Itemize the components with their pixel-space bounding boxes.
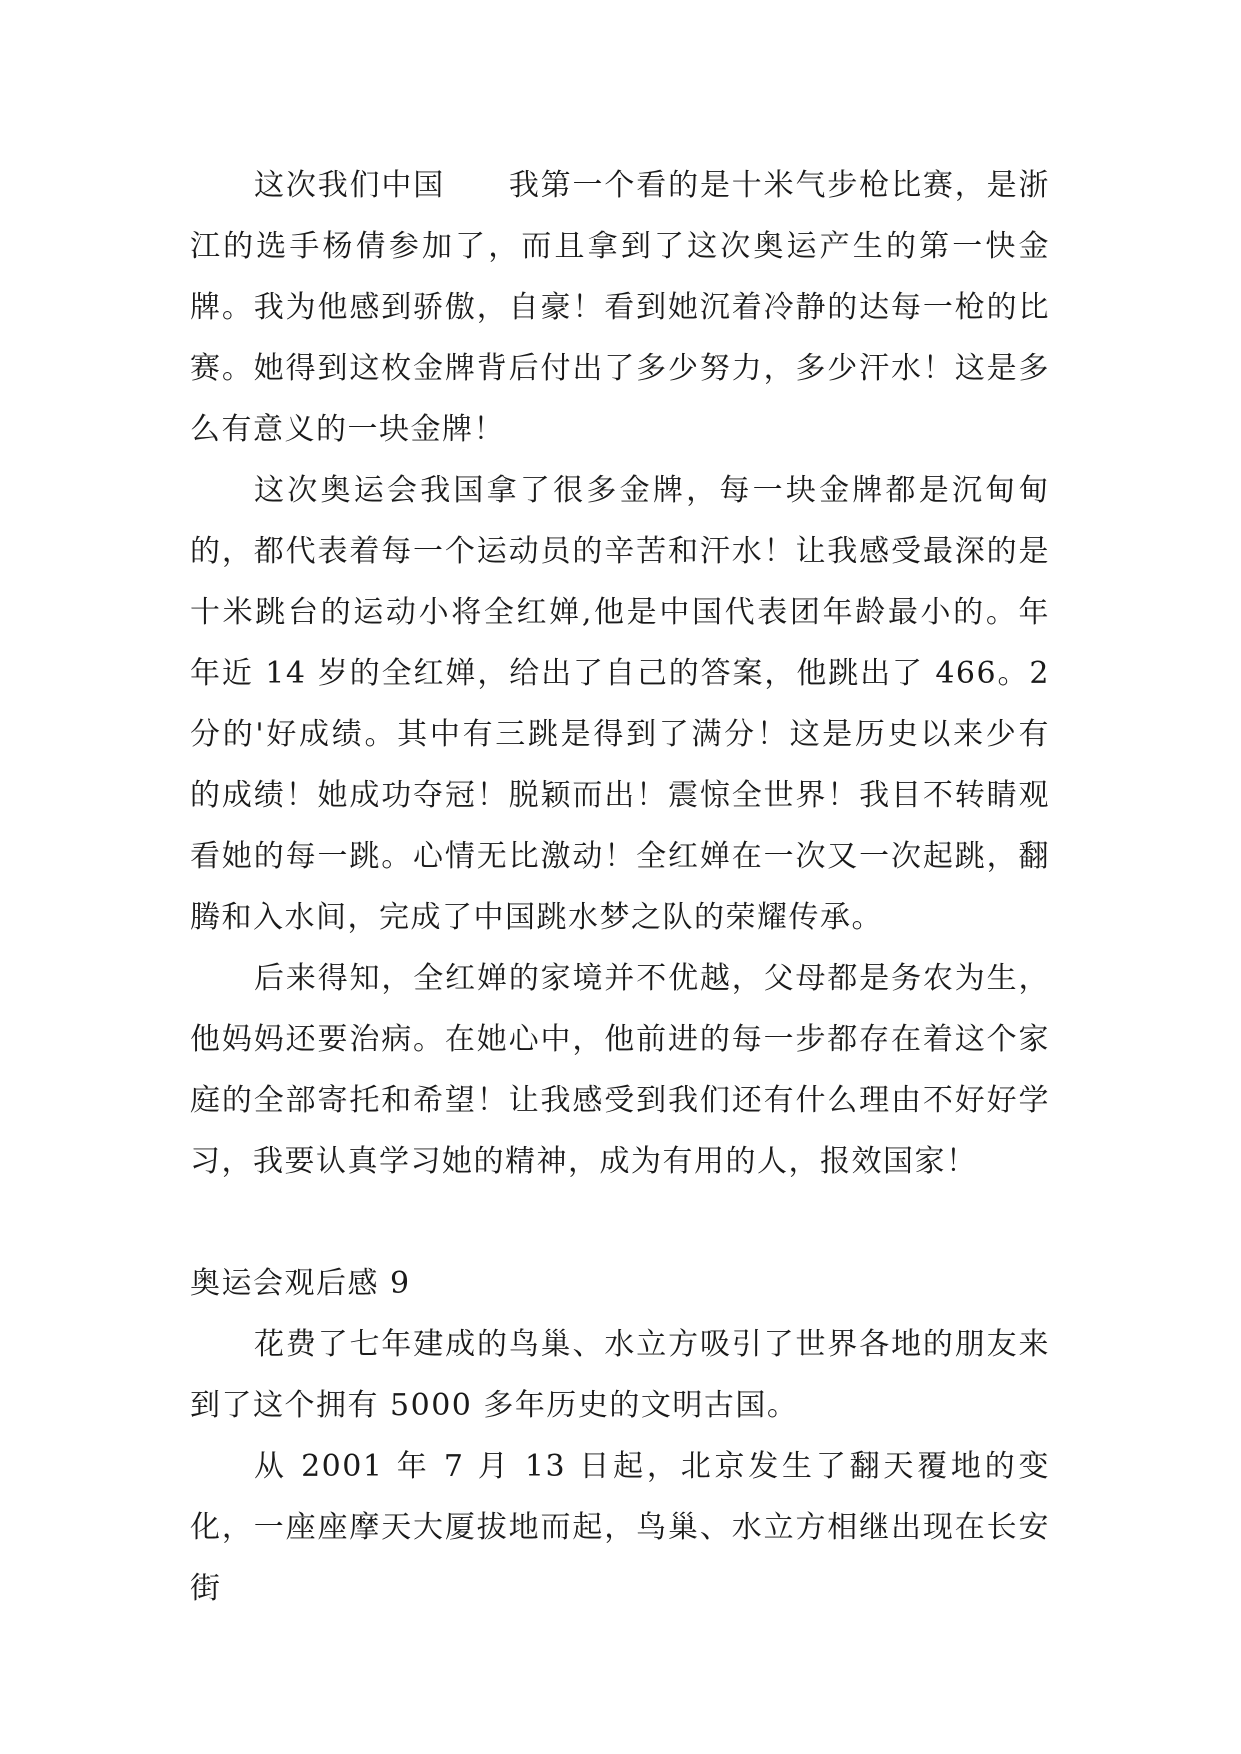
paragraph-shooting: 这次我们中国 我第一个看的是十米气步枪比赛，是浙江的选手杨倩参加了，而且拿到了这次奥运产生的第一快金牌。我为他感到骄傲，自豪！看到她沉着冷静的达每一枪的比赛。她得到这枚金牌背后付出了多少努力，多少汗水！这是多么有意义的一块金牌！ <box>190 168 1050 447</box>
paragraph-birds-nest: 花费了七年建成的鸟巢、水立方吸引了世界各地的朋友来到了这个拥有 5000 多年历史的文明古国。 <box>190 1327 1050 1423</box>
section-title: 奥运会观后感 9 <box>190 1266 411 1301</box>
paragraph-diving: 这次奥运会我国拿了很多金牌，每一块金牌都是沉甸甸的，都代表着每一个运动员的辛苦和汗水！让我感受最深的是十米跳台的运动小将全红婵,他是中国代表团年龄最小的。年年近 14 岁的全红婵，给出了自己的答案，他跳出了 466。2 分的'好成绩。其中有三跳是得到了满分！这是历史以来少有的成绩！她成功夺冠！脱颖而出！震惊全世界！我目不转睛观看她的每一跳。心情无比激动！全红婵在一次又一次起跳，翻腾和入水间，完成了中国跳水梦之队的荣耀传承。 <box>190 473 1050 935</box>
document-body <box>190 155 1050 1619</box>
paragraph-beijing-change: 从 2001 年 7 月 13 日起，北京发生了翻天覆地的变化，一座座摩天大厦拔地而起，鸟巢、水立方相继出现在长安街 <box>190 1449 1050 1606</box>
paragraph-family: 后来得知，全红婵的家境并不优越，父母都是务农为生，他妈妈还要治病。在她心中，他前进的每一步都存在着这个家庭的全部寄托和希望！让我感受到我们还有什么理由不好好学习，我要认真学习她的精神，成为有用的人，报效国家！ <box>190 961 1050 1179</box>
